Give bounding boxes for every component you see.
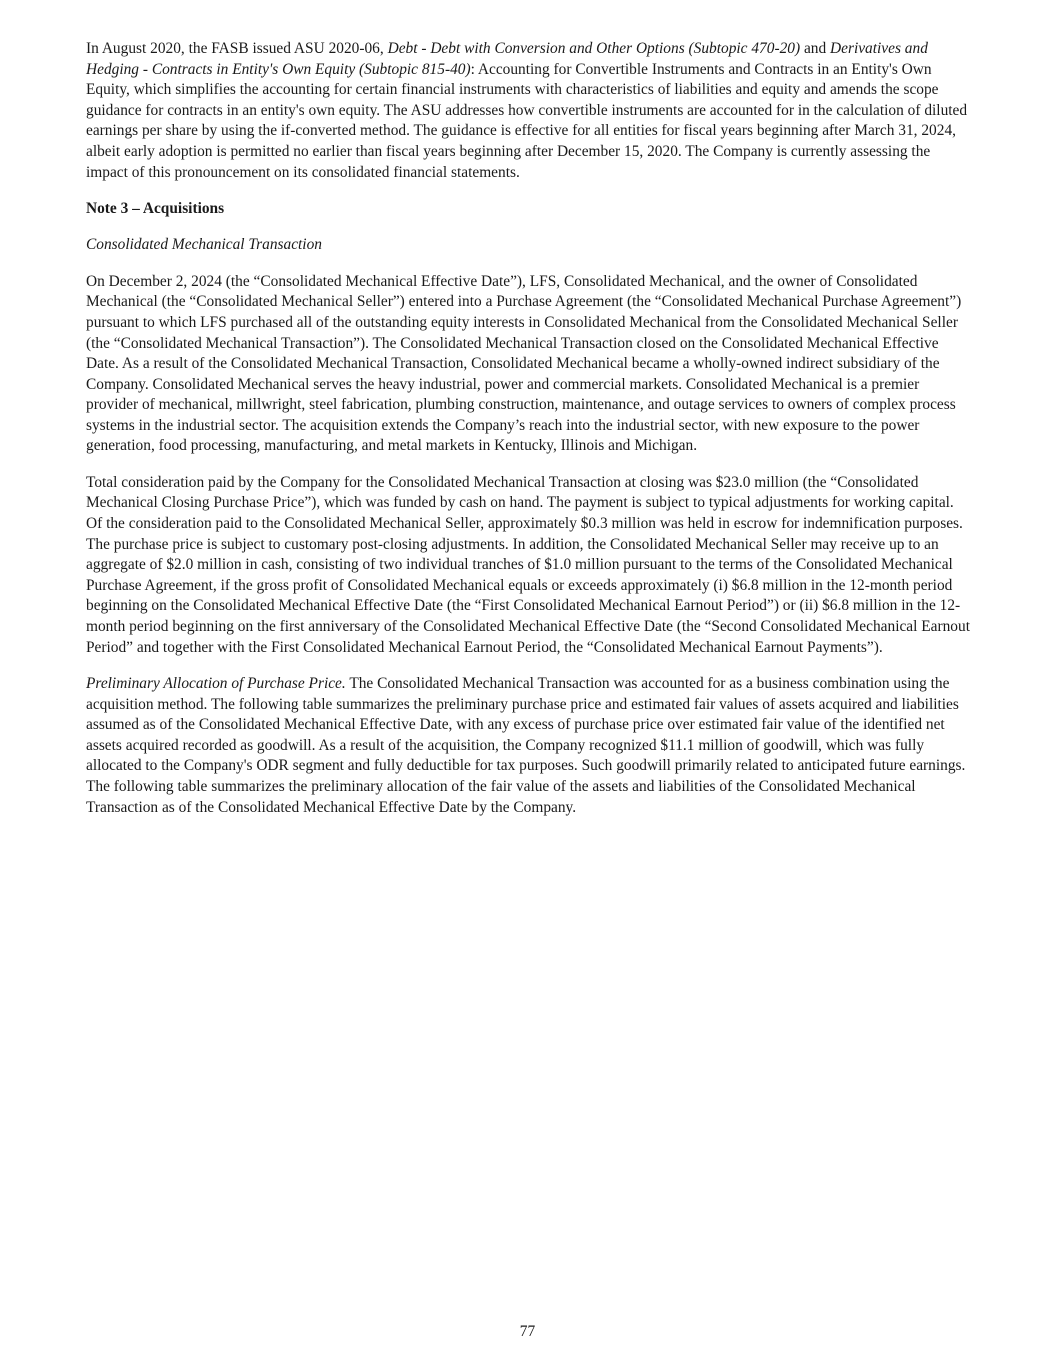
allocation-paragraph (86, 674, 970, 818)
asu-connector-text: and (800, 40, 831, 57)
asu-title-derivatives: Derivatives and Hedging - Contracts in Entity's Own Equity (Subtopic 815-40) (86, 40, 928, 78)
asu-paragraph (86, 39, 970, 183)
asu-body-text: : Accounting for Convertible Instruments and Contracts in an Entity's Own Equity, which simplifies the accounting for certain financial instruments with characteristics of liabilities and equity and amends the scope guidance for contracts in an entity's own equity. The ASU addresses how convertible instruments are accounted for in the calculation of diluted earnings per share by using the if-converted method. The guidance is effective for all entities for fiscal years beginning after March 31, 2024, albeit early adoption is permitted no earlier than fiscal years beginning after December 15, 2020. The Company is currently assessing the impact of this pronouncement on its consolidated financial statements. (86, 60, 968, 181)
note-heading: Note 3 – Acquisitions (86, 199, 225, 217)
document-page (86, 39, 970, 834)
page-number: 77 (519, 1323, 536, 1340)
asu-intro-text: In August 2020, the FASB issued ASU 2020-06, (86, 40, 388, 57)
consideration-paragraph: Total consideration paid by the Company for the Consolidated Mechanical Transaction at closing was $23.0 million (the “Consolidated Mechanical Closing Purchase Price”), which was funded by cash on hand. The payment is subject to typical adjustments for working capital. Of the consideration paid to the Consolidated Mechanical Seller, approximately $0.3 million was held in escrow for indemnification purposes. The purchase price is subject to customary post-closing adjustments. In addition, the Consolidated Mechanical Seller may receive up to an aggregate of $2.0 million in cash, consisting of two individual tranches of $1.0 million pursuant to the terms of the Consolidated Mechanical Purchase Agreement, if the gross profit of Consolidated Mechanical equals or exceeds approximately (i) $6.8 million in the 12-month period beginning on the Consolidated Mechanical Effective Date (the “First Consolidated Mechanical Earnout Period”) or (ii) $6.8 million in the 12-month period beginning on the first anniversary of the Consolidated Mechanical Effective Date (the “Second Consolidated Mechanical Earnout Period” and together with the First Consolidated Mechanical Earnout Period, the “Consolidated Mechanical Earnout Payments”). (86, 473, 970, 656)
transaction-description-paragraph: On December 2, 2024 (the “Consolidated Mechanical Effective Date”), LFS, Consolidated Mechanical, and the owner of Consolidated Mechanical (the “Consolidated Mechanical Seller”) entered into a Purchase Agreement (the “Consolidated Mechanical Purchase Agreement”) pursuant to which LFS purchased all of the outstanding equity interests in Consolidated Mechanical from the Consolidated Mechanical Seller (the “Consolidated Mechanical Transaction”). The Consolidated Mechanical Transaction closed on the Consolidated Mechanical Effective Date. As a result of the Consolidated Mechanical Transaction, Consolidated Mechanical became a wholly-owned indirect subsidiary of the Company. Consolidated Mechanical serves the heavy industrial, power and commercial markets. Consolidated Mechanical is a premier provider of mechanical, millwright, steel fabrication, plumbing construction, maintenance, and outage services to owners of complex process systems in the industrial sector. The acquisition extends the Company’s reach into the industrial sector, with new exposure to the power generation, food processing, manufacturing, and metal markets in Kentucky, Illinois and Michigan. (86, 272, 962, 455)
asu-title-debt: Debt - Debt with Conversion and Other Options (Subtopic 470-20) (387, 40, 801, 57)
transaction-subheading: Consolidated Mechanical Transaction (86, 236, 322, 254)
allocation-lead-text: Preliminary Allocation of Purchase Price. (86, 675, 346, 693)
allocation-body-text: The Consolidated Mechanical Transaction was accounted for as a business combination using the acquisition method. The following table summarizes the preliminary purchase price and estimated fair values of assets acquired and liabilities assumed as of the Consolidated Mechanical Effective Date, with any excess of purchase price over estimated fair value of the identified net assets acquired recorded as goodwill. As a result of the acquisition, the Company recognized $11.1 million of goodwill, which was fully allocated to the Company's ODR segment and fully deductible for tax purposes. Such goodwill primarily related to anticipated future earnings. The following table summarizes the preliminary allocation of the fair value of the assets and liabilities of the Consolidated Mechanical Transaction as of the Consolidated Mechanical Effective Date by the Company. (86, 675, 966, 816)
